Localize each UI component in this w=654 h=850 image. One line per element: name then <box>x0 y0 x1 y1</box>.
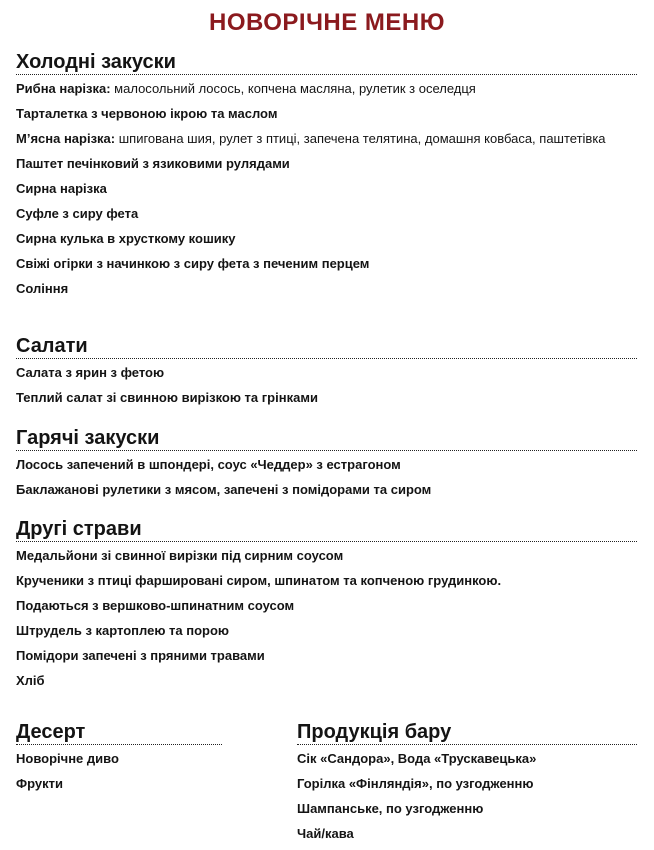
menu-item: Рибна нарізка: малосольний лосось, копчена масляна, рулетик з оселедця <box>16 81 476 96</box>
menu-item: Медальйони зі свинної вирізки під сирним соусом <box>16 548 344 563</box>
menu-item: Штрудель з картоплею та порою <box>16 623 230 638</box>
menu-item: Горілка «Фінляндія», по узгодженню <box>297 776 534 791</box>
menu-item: Теплий салат зі свинною вирізкою та грінками <box>16 390 318 405</box>
menu-item: Шампанське, по узгодженню <box>297 801 484 816</box>
menu-item: Паштет печінковий з язиковими рулядами <box>16 156 290 171</box>
menu-item: Подаються з вершково-шпинатним соусом <box>16 598 295 613</box>
section-cold-appetizers <box>16 50 637 297</box>
menu-item: Новорічне диво <box>16 751 119 766</box>
section-heading: Холодні закуски <box>16 50 637 75</box>
section-heading: Гарячі закуски <box>16 426 637 451</box>
menu-item: Соління <box>16 281 69 296</box>
menu-item: Сирна кулька в хрусткому кошику <box>16 231 236 246</box>
section-heading: Другі страви <box>16 517 637 542</box>
section-bar <box>297 720 637 842</box>
menu-item: Помідори запечені з пряними травами <box>16 648 265 663</box>
section-main-courses <box>16 517 637 689</box>
menu-item: Сік «Сандора», Вода «Трускавецька» <box>297 751 537 766</box>
menu-item: Свіжі огірки з начинкою з сиру фета з печеним перцем <box>16 256 370 271</box>
section-hot-appetizers <box>16 426 637 498</box>
section-salads <box>16 334 637 406</box>
menu-item: Лосось запечений в шпондері, соус «Чеддер» з естрагоном <box>16 457 401 472</box>
menu-item: Фрукти <box>16 776 63 791</box>
menu-item: Баклажанові рулетики з мясом, запечені з помідорами та сиром <box>16 482 432 497</box>
section-dessert <box>16 720 222 792</box>
section-heading: Десерт <box>16 720 222 745</box>
menu-item: Сирна нарізка <box>16 181 107 196</box>
menu-item: Суфле з сиру фета <box>16 206 139 221</box>
menu-item: Крученики з птиці фаршировані сиром, шпинатом та копченою грудинкою. <box>16 573 502 588</box>
menu-item: М’ясна нарізка: шпигована шия, рулет з птиці, запечена телятина, домашня ковбаса, паштетівка <box>16 131 606 146</box>
menu-title: НОВОРІЧНЕ МЕНЮ <box>208 9 446 36</box>
menu-item: Чай/кава <box>297 826 354 841</box>
menu-item: Тарталетка з червоною ікрою та маслом <box>16 106 278 121</box>
menu-item: Хліб <box>16 673 45 688</box>
section-heading: Продукція бару <box>297 720 637 745</box>
menu-item: Салата з ярин з фетою <box>16 365 165 380</box>
section-heading: Салати <box>16 334 637 359</box>
